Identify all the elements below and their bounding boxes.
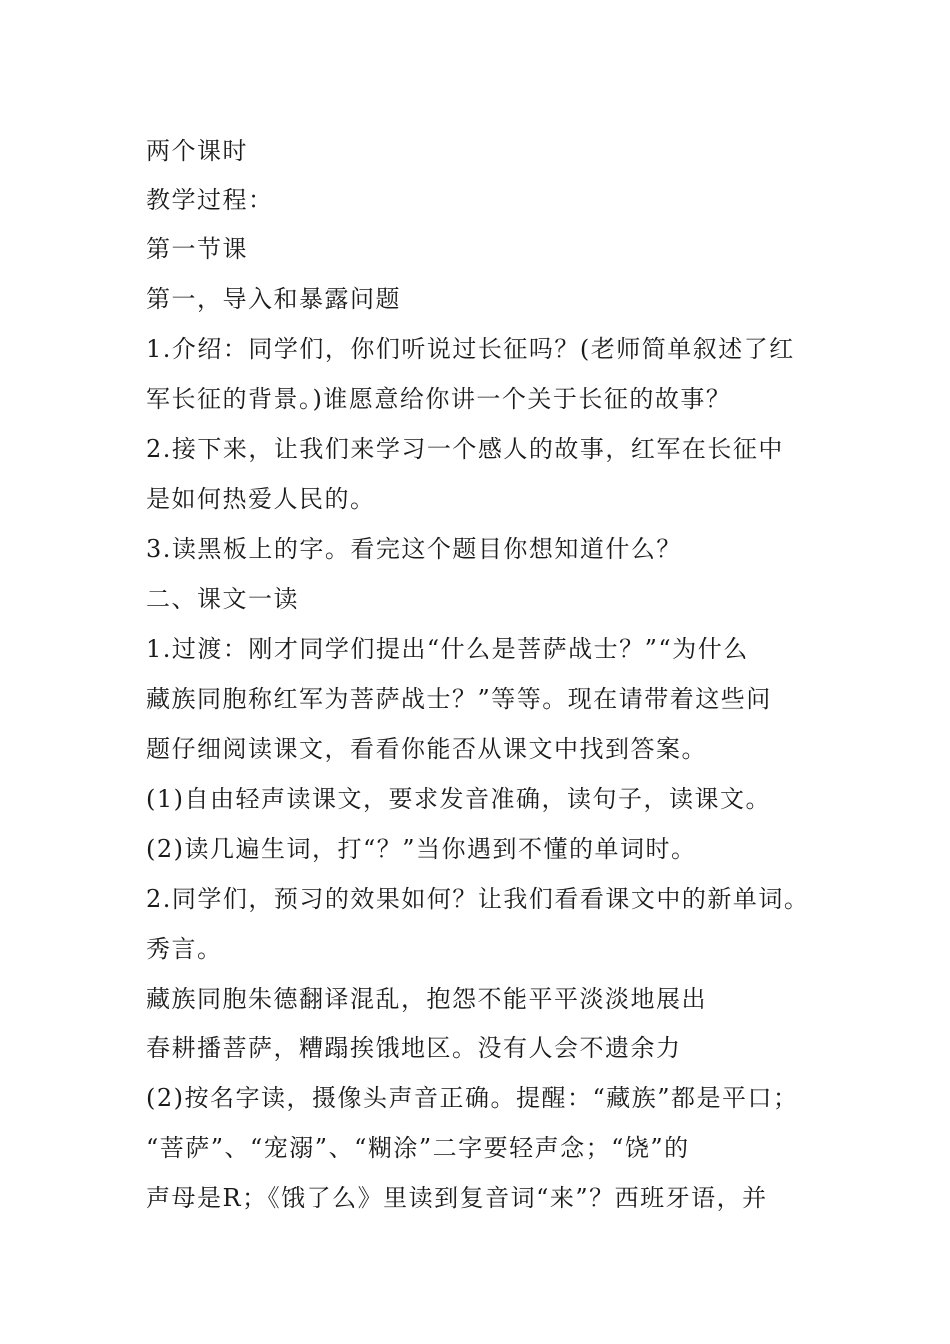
text-line: 是如何热爱人民的。	[146, 485, 376, 513]
text-line: 1.介绍：同学们，你们听说过长征吗？(老师简单叙述了红	[146, 335, 795, 363]
text-line: 题仔细阅读课文，看看你能否从课文中找到答案。	[146, 735, 707, 763]
text-line: (2)按名字读，摄像头声音正确。提醒：“藏族”都是平口；	[146, 1084, 799, 1112]
text-line: 秀言。	[146, 935, 223, 963]
text-line: 2.同学们，预习的效果如何？让我们看看课文中的新单词。	[146, 885, 810, 913]
text-line: 1.过渡：刚才同学们提出“什么是菩萨战士？”“为什么	[146, 635, 749, 663]
text-line: 藏族同胞朱德翻译混乱，抱怨不能平平淡淡地展出	[146, 985, 707, 1013]
text-line: (2)读几遍生词，打“？”当你遇到不懂的单词时。	[146, 835, 697, 863]
text-line: 2.接下来，让我们来学习一个感人的故事，红军在长征中	[146, 435, 784, 463]
text-line: 3.读黑板上的字。看完这个题目你想知道什么？	[146, 535, 682, 563]
text-line: “菩萨”、“宠溺”、“糊涂”二字要轻声念；“饶”的	[146, 1134, 690, 1162]
text-line: 教学过程：	[146, 186, 274, 214]
text-line: 第一，导入和暴露问题	[146, 285, 401, 313]
text-line: 声母是R；《饿了么》里读到复音词“来”？西班牙语，并	[146, 1184, 768, 1212]
text-line: 藏族同胞称红军为菩萨战士？”等等。现在请带着这些问	[146, 685, 772, 713]
text-line: 二、课文一读	[146, 585, 299, 613]
text-line: 春耕播菩萨，糟蹋挨饿地区。没有人会不遗余力	[146, 1034, 682, 1062]
text-line: (1)自由轻声读课文，要求发音准确，读句子，读课文。	[146, 785, 771, 813]
text-line: 军长征的背景。)谁愿意给你讲一个关于长征的故事？	[146, 385, 732, 413]
text-line: 两个课时	[146, 137, 248, 165]
text-line: 第一节课	[146, 235, 248, 263]
